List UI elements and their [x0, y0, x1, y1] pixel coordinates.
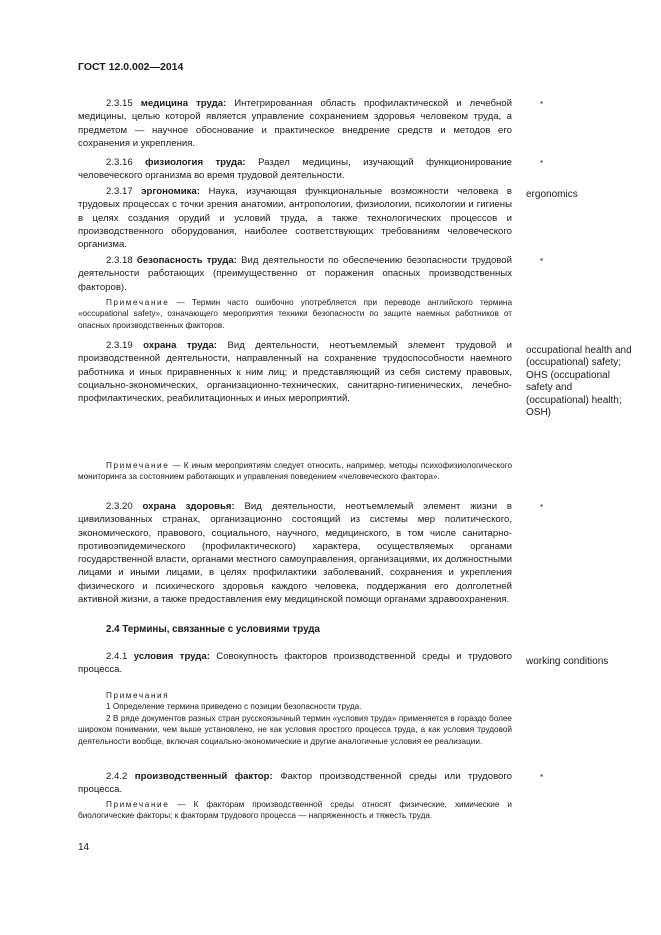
section-heading: 2.4 Термины, связанные с условиями труда — [106, 624, 320, 635]
en-equivalent: * — [540, 503, 544, 512]
term-title: эргономика: — [141, 186, 200, 197]
en-equivalent: ergonomics — [526, 189, 578, 200]
term-number: 2.3.19 — [106, 340, 133, 351]
en-equivalent: * — [540, 773, 544, 782]
term-number: 2.4.2 — [106, 771, 128, 782]
term-number: 2.3.15 — [106, 98, 133, 109]
term-number: 2.3.16 — [106, 157, 133, 168]
term-title: производственный фактор: — [134, 771, 273, 782]
en-equivalent: occupational health and (occupational) safety; OHS (occupational safety and (occupational) health; OSH) — [526, 345, 632, 419]
term-definition: Вид деятельности, неотъемлемый элемент жизни в цивилизованных странах, организационно состоящий из системы мер политического, экономического, правового, социального, научного, медицинского, в том числе санитарно-противоэпидемического (профилактического) характера, осуществляемых органами государственной власти, органами местного самоуправления, организациями, их должностными лицами и иными лицами, в целях профилактики заболеваний, сохранения и укрепления физического и психического здоровья каждого человека, поддержания его долголетней активной жизни, а также предоставления ему медицинской помощи органами здравоохранения. — [78, 501, 512, 606]
page-number: 14 — [78, 842, 90, 853]
term-2-4-1 — [78, 650, 512, 677]
en-equivalent: working conditions — [526, 656, 609, 667]
note-text: — К факторам производственной среды относят физические, химические и биологические факторы; к факторам трудового процесса — напряженность и тяжесть труда. — [78, 800, 512, 821]
term-title: охрана труда: — [143, 340, 217, 351]
term-number: 2.3.18 — [106, 255, 133, 266]
note-item: 1 Определение термина приведено с позиции безопасности труда. — [106, 702, 362, 712]
note-item: 2 В ряде документов разных стран русскоязычный термин «условия труда» применяется в гораздо более широком понимании, чем выше установлено, не как условия простого процесса труда, а как условия трудовой деятельности вообще, включая социально-экономические и другие аналогичные условия ее реализации. — [78, 713, 512, 746]
term-definition: Интегрированная область профилактической и лечебной медицины, целью которой является управление сохранением здоровья человеком труда, а предметом — научное обоснование и практическое внедрение средств и методов его сохранения и укрепления. — [78, 98, 512, 149]
note-label: Примечания — [106, 691, 170, 700]
term-title: физиология труда: — [145, 157, 246, 168]
term-definition: Вид деятельности по обеспечению безопасности трудовой деятельности работающих (преимущественно от поражения опасных производственных факторов). — [78, 255, 512, 293]
note-4 — [78, 799, 512, 822]
term-definition: Раздел медицины, изучающий функционирование человеческого организма во время трудовой деятельности. — [78, 157, 513, 182]
term-title: охрана здоровья: — [142, 501, 235, 512]
note-label: Примечание — [106, 461, 170, 470]
term-title: безопасность труда: — [136, 255, 237, 266]
note-1 — [78, 297, 512, 331]
term-number: 2.3.17 — [106, 186, 133, 197]
term-title: медицина труда: — [140, 98, 227, 109]
term-2-3-15 — [78, 97, 512, 150]
term-definition: Наука, изучающая функциональные возможности человека в трудовых процессах с точки зрения анатомии, антропологии, физиологии, психологии и гигиены в целях создания орудий и условий труда, а также технологических процессов и производственного оборудования, наиболее соответствующих требованиям человеческого организма. — [78, 186, 512, 251]
term-2-3-19 — [78, 339, 512, 405]
term-2-3-17 — [78, 185, 512, 251]
term-number: 2.4.1 — [106, 651, 128, 662]
note-text: — Термин часто ошибочно употребляется при переводе английского термина «occupational safety», означающего мероприятия техники безопасности по защите наемных работников от опасных производственных факторов. — [78, 298, 512, 330]
note-2 — [78, 460, 512, 483]
en-equivalent: * — [540, 257, 544, 266]
note-label: Примечание — [106, 800, 170, 809]
term-2-3-20 — [78, 500, 512, 606]
document-header: ГОСТ 12.0.002—2014 — [78, 61, 184, 73]
term-title: условия труда: — [133, 651, 210, 662]
term-2-3-18 — [78, 254, 512, 294]
en-equivalent: * — [540, 159, 544, 168]
term-number: 2.3.20 — [106, 501, 133, 512]
term-2-4-2 — [78, 770, 512, 797]
note-3 — [78, 690, 512, 747]
note-label: Примечание — [106, 298, 170, 307]
note-text: — К иным мероприятиям следует относить, например, методы психофизиологического мониторинга за состоянием работающих и управления поведением «человеческого фактора». — [78, 461, 512, 482]
term-definition: Вид деятельности, неотъемлемый элемент трудовой и производственной деятельности, направленный на сохранение трудоспособности наемного работника и иных приравненных к ним лиц; и представляющий из себя систему правовых, социально-экономических, организационно-технических, санитарно-гигиенических, лечебно-профилактических, реабилитационных и иных мероприятий. — [78, 340, 512, 405]
term-definition: Фактор производственной среды или трудового процесса. — [78, 771, 513, 796]
en-equivalent: * — [540, 100, 544, 109]
term-2-3-16 — [78, 156, 512, 183]
term-definition: Совокупность факторов производственной среды и трудового процесса. — [78, 651, 512, 676]
